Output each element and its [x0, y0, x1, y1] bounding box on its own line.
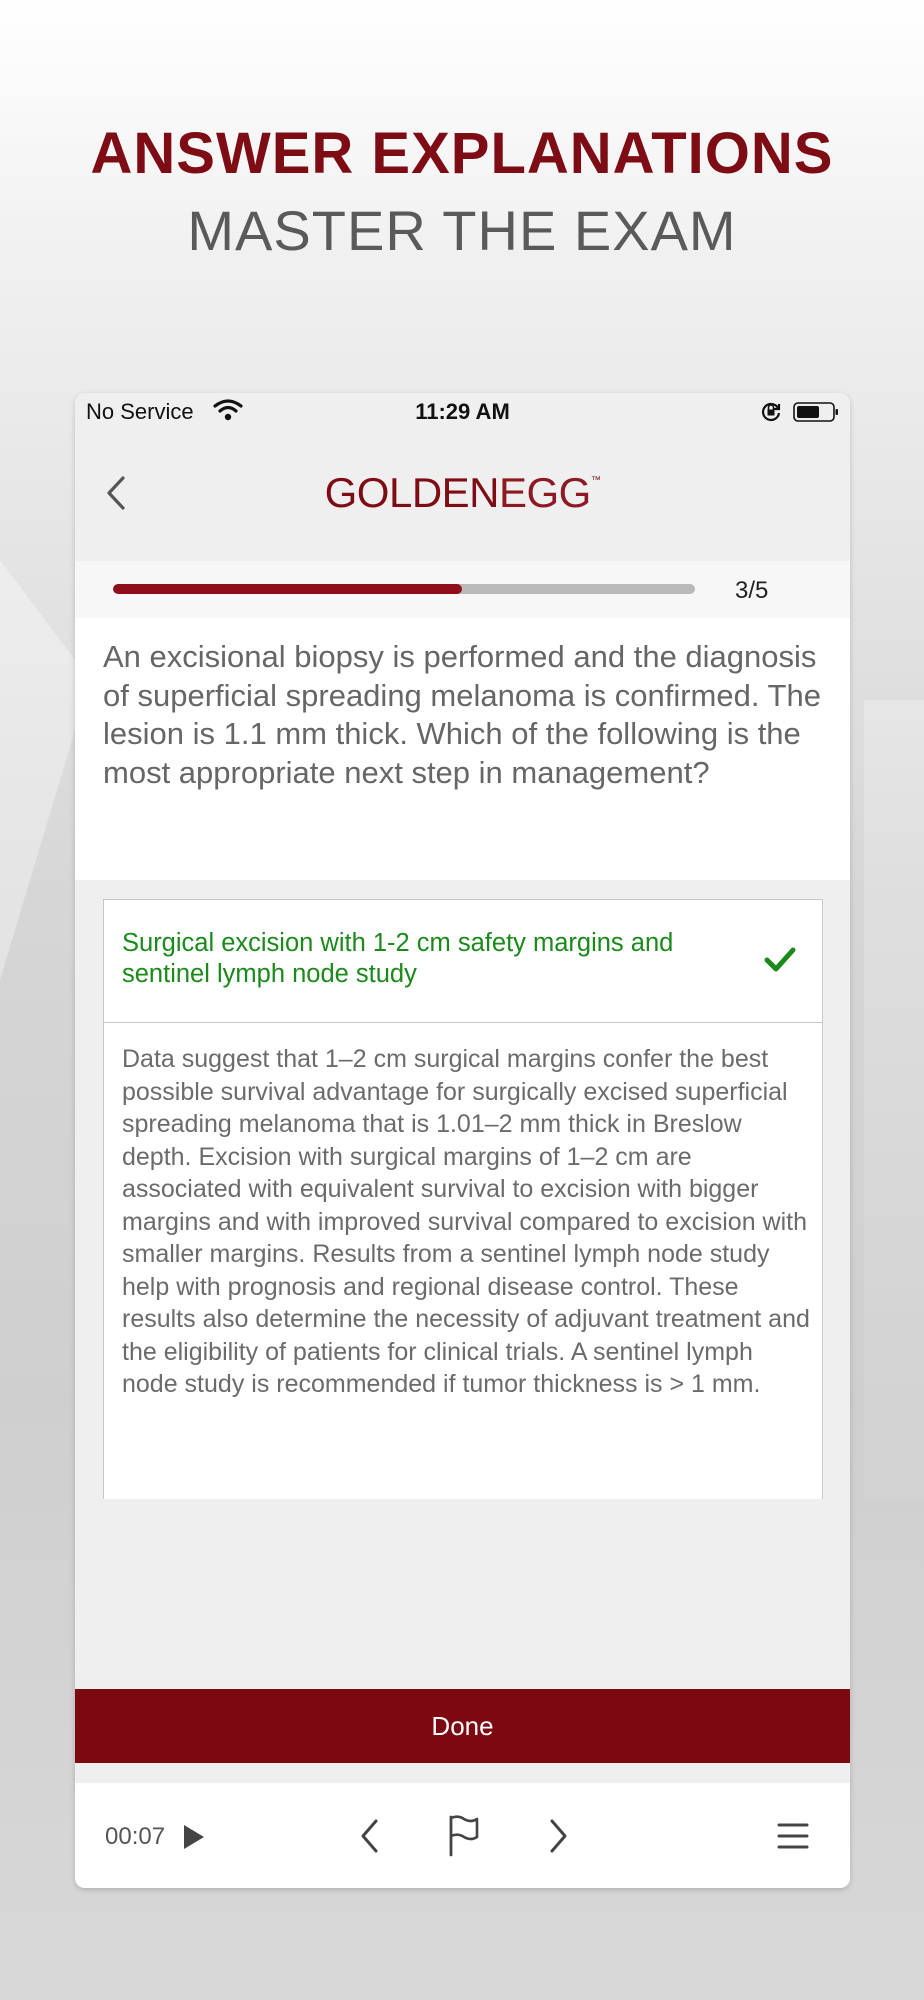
- background-shape: [864, 700, 924, 1500]
- status-bar: [75, 393, 850, 433]
- play-icon[interactable]: [181, 1823, 207, 1851]
- answer-label: Surgical excision with 1-2 cm safety margins and sentinel lymph node study: [122, 929, 674, 988]
- answer-card: [103, 899, 823, 1499]
- done-button[interactable]: Done: [75, 1689, 850, 1763]
- app-logo: [75, 469, 850, 517]
- clock: 11:29 AM: [415, 399, 510, 424]
- battery-icon: [793, 402, 839, 422]
- promo-headline: ANSWER EXPLANATIONS: [90, 121, 834, 186]
- bottom-toolbar: [75, 1783, 850, 1888]
- next-question-button[interactable]: [543, 1815, 573, 1857]
- nav-bar: [75, 433, 850, 553]
- logo-text-golden: GOLDEN: [324, 469, 499, 516]
- answer-explanation: Data suggest that 1–2 cm surgical margins confer the best possible survival advantage for surgically excised superficial spreading melanoma that is 1.01–2 mm thick in Breslow depth. Excision with surgical margins of 1–2 cm are associated with equivalent survival to excision with bigger margins and with improved survival compared to excision with smaller margins. Results from a sentinel lymph node study help with prognosis and regional disease control. These results also determine the necessity of adjuvant treatment and the eligibility of patients for clinical trials. A sentinel lymph node study is recommended if tumor thickness is > 1 mm.: [122, 1045, 810, 1398]
- carrier-label: No Service: [86, 399, 194, 424]
- question-section: [75, 618, 850, 880]
- question-text: An excisional biopsy is performed and the diagnosis of superficial spreading melanoma is confirmed. The lesion is 1.1 mm thick. Which of the following is the most appropriate next step in management?: [103, 639, 821, 790]
- progress-bar: [113, 584, 695, 594]
- selected-answer[interactable]: [104, 900, 822, 1023]
- previous-question-button[interactable]: [355, 1815, 385, 1857]
- logo-text-egg: EGG: [499, 469, 591, 516]
- menu-icon[interactable]: [777, 1821, 809, 1851]
- flag-icon[interactable]: [445, 1813, 481, 1857]
- trademark-mark: ™: [590, 475, 601, 486]
- checkmark-icon: [764, 945, 796, 973]
- progress-section: [75, 561, 850, 618]
- rotation-lock-icon: [760, 400, 782, 422]
- timer: 00:07: [105, 1823, 166, 1850]
- question-counter: 3/5: [735, 577, 769, 604]
- progress-bar-fill: [113, 584, 462, 594]
- phone-screen: [75, 393, 850, 1888]
- promo-subheadline: MASTER THE EXAM: [187, 199, 737, 262]
